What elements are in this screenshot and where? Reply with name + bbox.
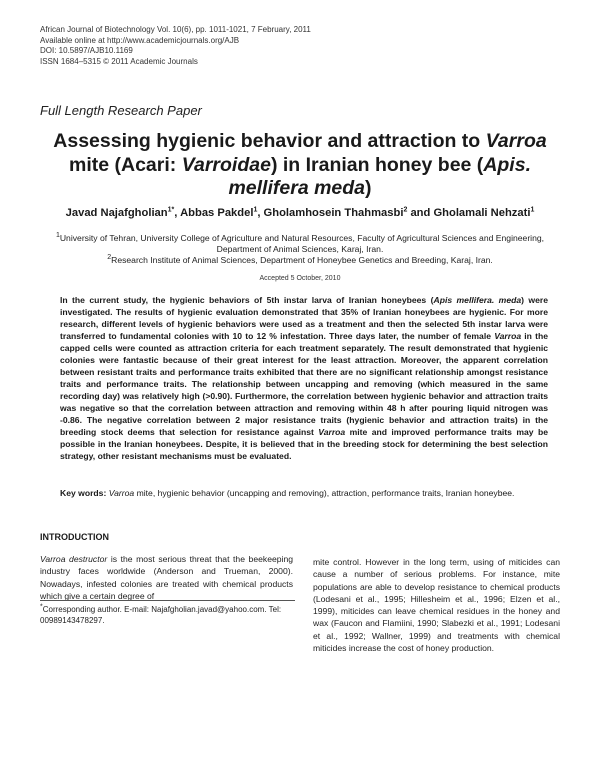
title-part: mite (Acari: xyxy=(68,153,182,176)
author-affil-mark: 1 xyxy=(530,206,535,214)
author-affil-mark: 2 xyxy=(403,206,408,214)
intro-left-column xyxy=(40,553,293,602)
accepted-date: Accepted 5 October, 2010 xyxy=(259,275,341,282)
abstract-text: mite and improved performance traits may be possible in the Iranian honeybees. Despite, it is believed that in the breeding stock for determining the best selection strategy, other resistant mechanisms must be evaluated. xyxy=(60,427,548,461)
title-italic: Varroidae xyxy=(181,153,271,176)
author-name: Javad Najafgholian xyxy=(65,207,168,219)
affiliations xyxy=(40,233,560,266)
title-part: Assessing hygienic behavior and attraction to xyxy=(53,130,486,152)
title-part: ) xyxy=(365,177,372,199)
intro-text: is the most serious threat that the beekeeping industry faces worldwide (Anderson and Trueman, 2000). Nowadays, infested colonies are treated with chemical products which give a certain degree of xyxy=(40,554,294,601)
author-affil-mark: 1 xyxy=(167,206,172,214)
section-heading-introduction: INTRODUCTION xyxy=(40,532,109,542)
keywords-italic: Varroa xyxy=(108,488,135,498)
affiliation-mark: 1 xyxy=(55,232,60,240)
abstract-italic: Varroa xyxy=(318,427,346,437)
affiliation-mark: 2 xyxy=(107,254,112,262)
intro-italic: Varroa destructor xyxy=(40,554,108,564)
corresponding-mark: * xyxy=(171,206,175,214)
journal-header xyxy=(40,25,311,67)
affiliation-1 xyxy=(40,233,560,255)
author-list xyxy=(20,207,580,219)
journal-citation: African Journal of Biotechnology Vol. 10(6), pp. 1011-1021, 7 February, 2011 xyxy=(40,25,311,34)
author-name: , Abbas Pakdel xyxy=(174,207,254,219)
intro-right-column: mite control. However in the long term, using of miticides can cause a number of serious problems. For instance, mite populations are able to develop resistance to chemical products (Lodesani et al., 1995; Hillesheim et al., 1996; Elzen et al., 1999), miticides can leave chemical residues in the honey and wax (Faucon and Flamiini, 1990; Slabezki et al., 1991; Lodesani et al., 1992; Wallner, 1999) and treatments with chemical miticides increase the cost of honey production. xyxy=(313,557,560,654)
footnote xyxy=(40,605,300,626)
keywords xyxy=(60,487,548,499)
affiliation-text: Research Institute of Animal Sciences, Department of Honeybee Genetics and Breeding, Karaj, Iran. xyxy=(111,255,493,265)
footnote-mark: * xyxy=(40,603,43,611)
journal-issn: ISSN 1684–5315 © 2011 Academic Journals xyxy=(40,56,198,66)
footnote-divider xyxy=(40,600,295,601)
author-affil-mark: 1 xyxy=(253,206,258,214)
author-name: , Gholamhosein Thahmasbi xyxy=(257,207,404,219)
abstract-text: ) were investigated. The results of hygienic evaluation demonstrated that 35% of Iranian honeybees are hygienic. For more research, different levels of hygienic behaviors were used as a treatment and then the selected 5th instar larva were transferred to fundamental colonies with 10 to 12 % infestation. Three days later, the number of female xyxy=(60,295,548,341)
paper-title xyxy=(40,130,560,201)
abstract-italic: Varroa xyxy=(494,331,522,341)
footnote-text: Corresponding author. E-mail: Najafgholian.javad@yahoo.com. Tel: 00989143478297. xyxy=(40,605,282,625)
abstract-text: in the capped cells were counted as attraction criteria for each treatment separately. The result demonstrated that hygienic colonies were fantastic because of their great interest for the least attraction. Moreover, the apparent correlation between resistant traits and performance traits exhibited that there are no significant relationship amongst resistance traits and performance traits. The relationship between uncapping and removing (which measured in the same recording day) was relatively high (>0.90). Furthermore, the correlation between hygienic behavior and attraction traits was negative so that the correlation between attraction and removing within 48 h after pouring liquid nitrogen was -0.86. The negative correlation between 2 major resistance traits (hygienic behavior and attraction traits) in the breeding stock deems that selection for resistance against xyxy=(60,331,548,437)
affiliation-2 xyxy=(40,255,560,266)
journal-doi: DOI: 10.5897/AJB10.1169 xyxy=(40,46,133,55)
keywords-text: mite, hygienic behavior (uncapping and removing), attraction, performance traits, Iranian honeybee. xyxy=(134,488,515,498)
title-part: ) in Iranian honey bee ( xyxy=(270,153,484,176)
keywords-label: Key words: xyxy=(60,488,107,498)
abstract-italic: Apis mellifera. meda xyxy=(433,295,522,305)
title-italic: Apis. mellifera meda xyxy=(228,153,531,199)
affiliation-text: University of Tehran, University College of Agriculture and Natural Resources, Faculty of Agricultural Sciences and Engineering, Department of Animal Sciences, Karaj, Iran. xyxy=(59,233,545,254)
abstract-text: In the current study, the hygienic behaviors of 5th instar larva of Iranian honeybees ( xyxy=(60,295,434,305)
title-italic: Varroa xyxy=(485,130,547,152)
author-name: and Gholamali Nehzati xyxy=(407,207,531,219)
journal-url: Available online at http://www.academicjournals.org/AJB xyxy=(40,35,240,45)
paper-type: Full Length Research Paper xyxy=(40,103,202,118)
abstract xyxy=(60,294,548,462)
